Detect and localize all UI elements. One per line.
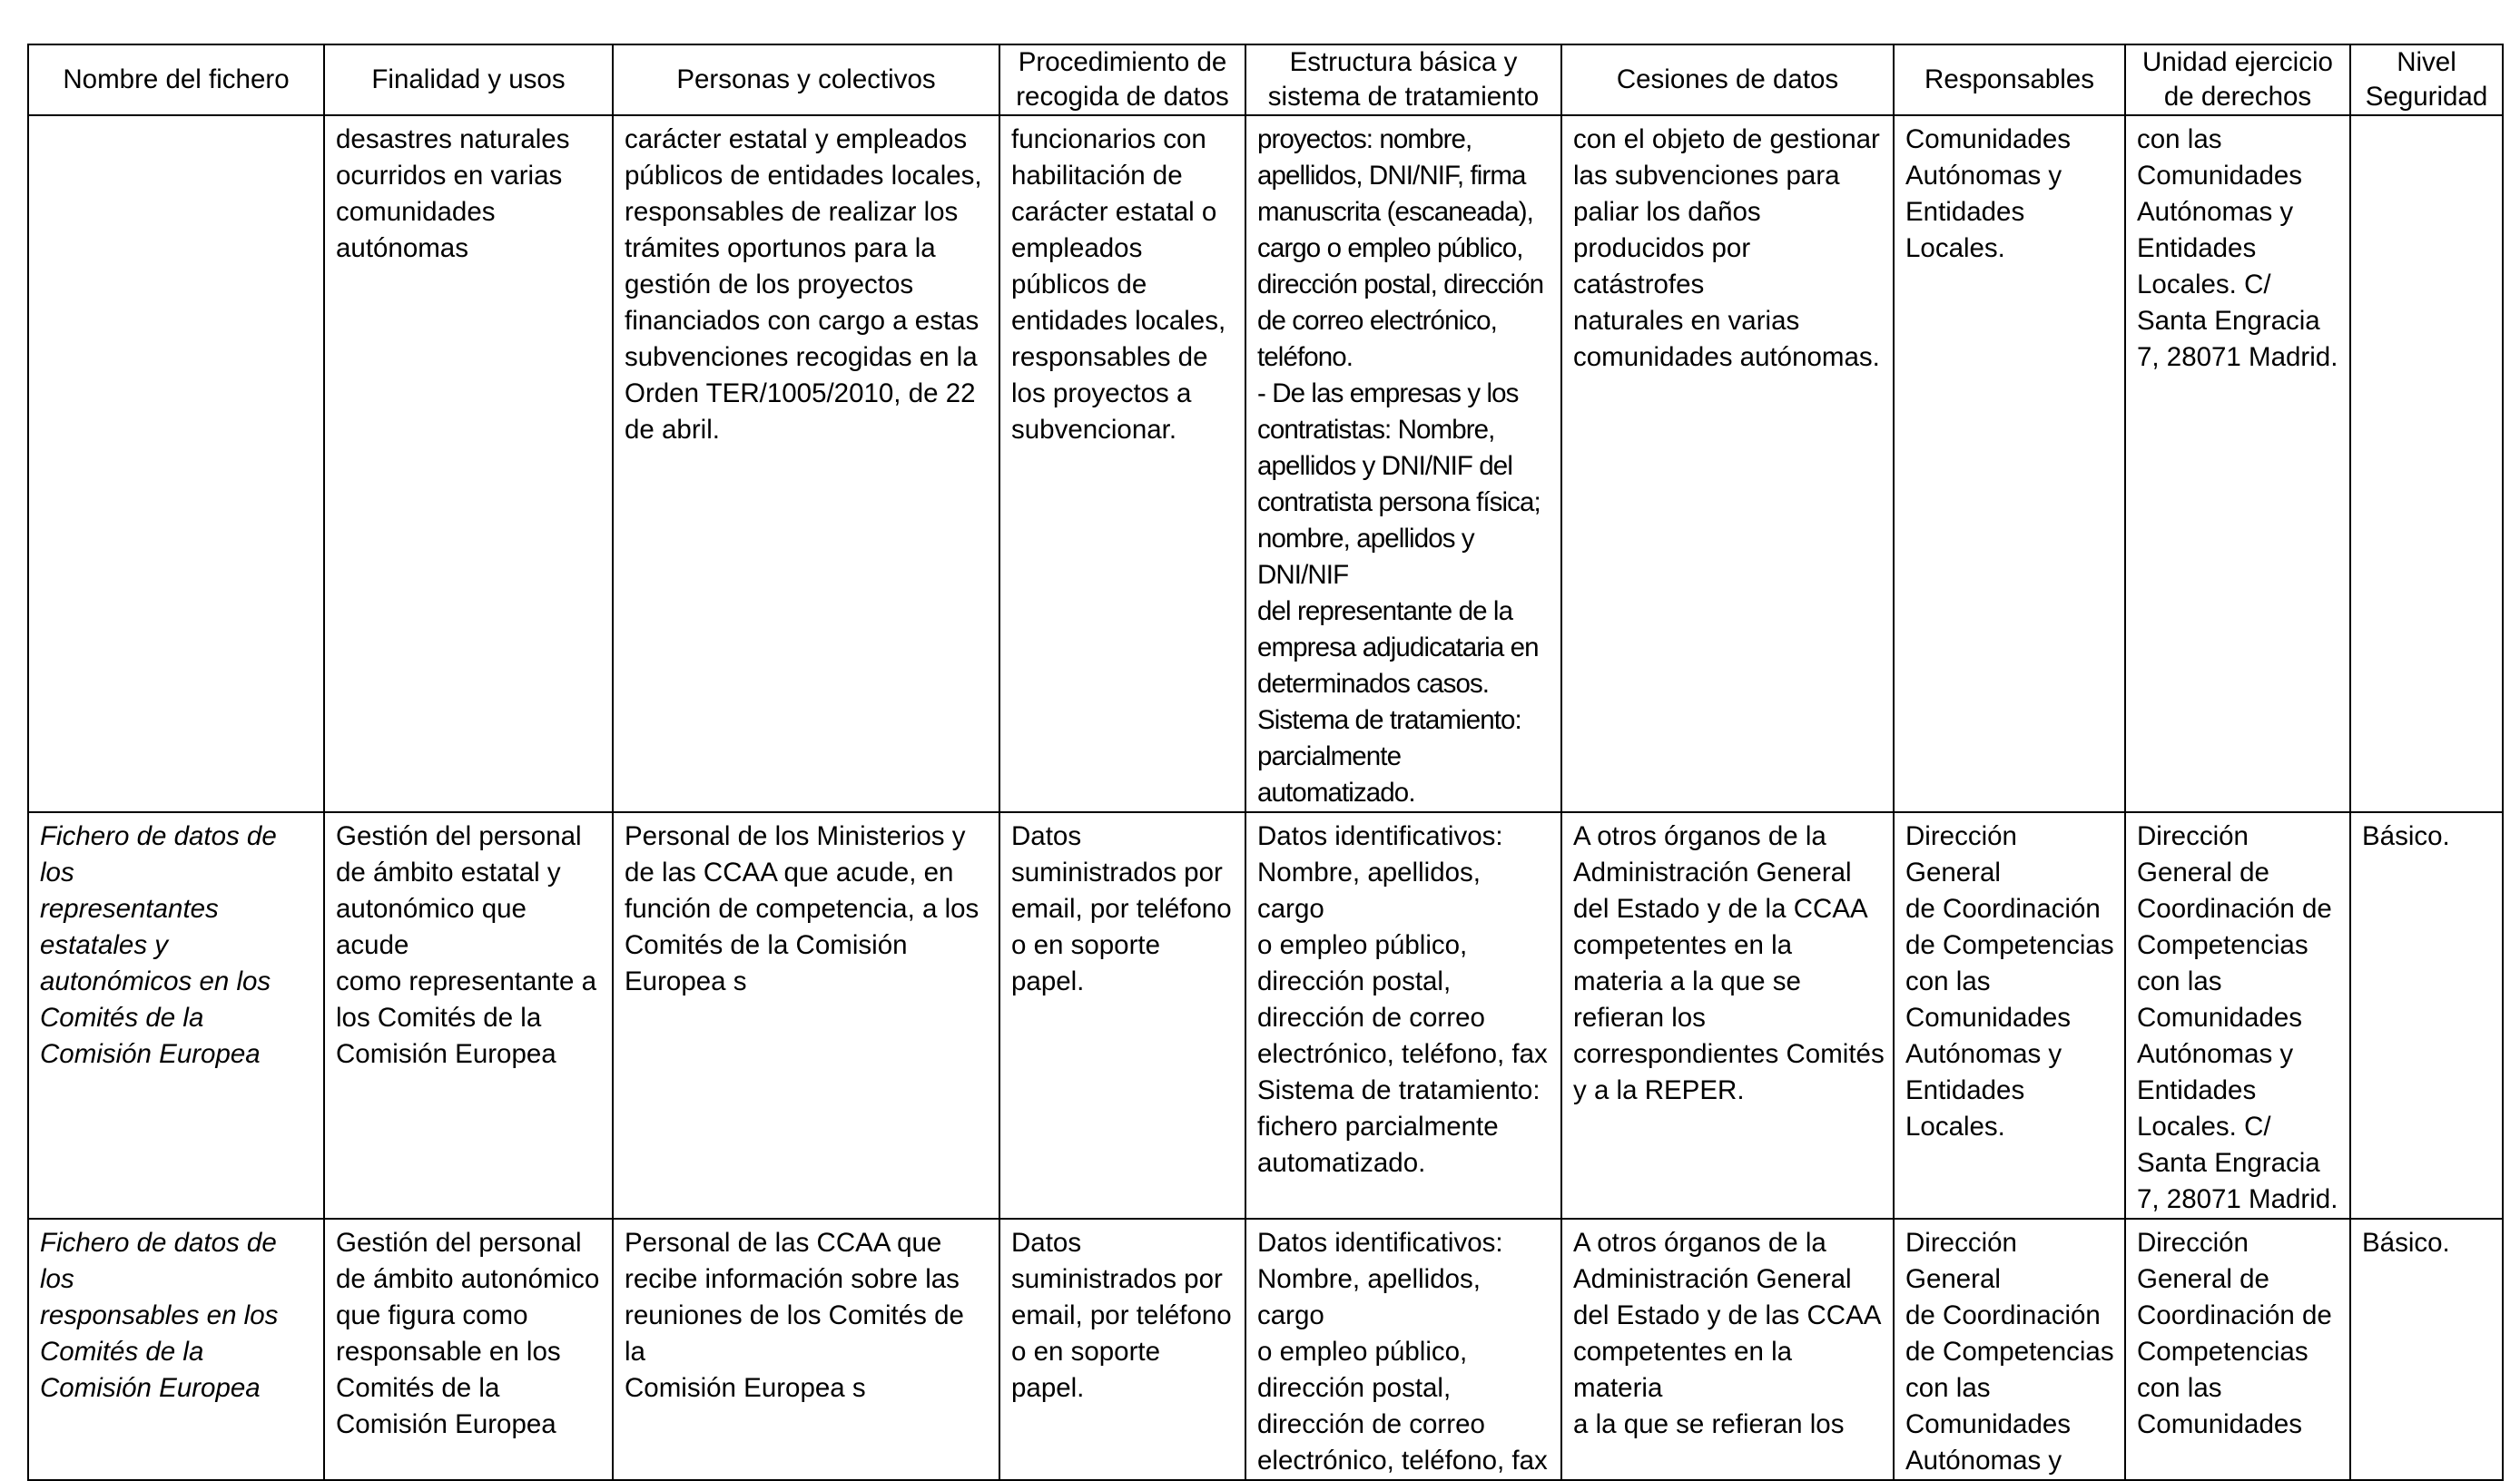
header-finalidad-usos: Finalidad y usos bbox=[324, 44, 613, 115]
cell-nombre bbox=[28, 115, 324, 812]
cell-procedimiento: funcionarios con habilitación de carácter estatal o empleados públicos de entidades locales, responsables de los proyectos a subvencionar. bbox=[999, 115, 1245, 812]
cell-estructura: Datos identificativos: Nombre, apellidos, cargo o empleo público, dirección postal, dirección de correo electrónico, teléfono, fax bbox=[1245, 1219, 1561, 1480]
cell-cesiones: A otros órganos de la Administración General del Estado y de las CCAA competentes en la materia a la que se refieran los bbox=[1561, 1219, 1894, 1480]
table-row bbox=[28, 812, 2503, 1219]
cell-estructura: Datos identificativos: Nombre, apellidos, cargo o empleo público, dirección postal, dirección de correo electrónico, teléfono, fax Sistema de tratamiento: fichero parcialmente automatizado. bbox=[1245, 812, 1561, 1219]
cell-responsables: Dirección General de Coordinación de Competencias con las Comunidades Autónomas y bbox=[1894, 1219, 2125, 1480]
header-nombre-fichero: Nombre del fichero bbox=[28, 44, 324, 115]
header-unidad-ejercicio-derechos: Unidad ejercicio de derechos bbox=[2125, 44, 2350, 115]
cell-personas: carácter estatal y empleados públicos de entidades locales, responsables de realizar los trámites oportunos para la gestión de los proyectos financiados con cargo a estas subvenciones recogidas en la Orden TER/1005/2010, de 22 de abril. bbox=[613, 115, 999, 812]
table-header-row bbox=[28, 44, 2503, 115]
cell-personas: Personal de las CCAA que recibe información sobre las reuniones de los Comités de la Comisión Europea s bbox=[613, 1219, 999, 1480]
cell-estructura: proyectos: nombre, apellidos, DNI/NIF, firma manuscrita (escaneada), cargo o empleo público, dirección postal, dirección de correo electrónico, teléfono. - De las empresas y los contratistas: Nombre, apellidos y DNI/NIF del contratista persona física; nombre, apellidos y DNI/NIF del representante de la empresa adjudicataria en determinados casos. Sistema de tratamiento: parcialmente automatizado. bbox=[1245, 115, 1561, 812]
cell-finalidad: Gestión del personal de ámbito autonómico que figura como responsable en los Comités de la Comisión Europea bbox=[324, 1219, 613, 1480]
cell-nivel bbox=[2350, 115, 2503, 812]
cell-unidad: Dirección General de Coordinación de Competencias con las Comunidades bbox=[2125, 1219, 2350, 1480]
cell-responsables: Comunidades Autónomas y Entidades Locales. bbox=[1894, 115, 2125, 812]
data-files-table bbox=[27, 44, 2504, 1481]
cell-responsables: Dirección General de Coordinación de Competencias con las Comunidades Autónomas y Entidades Locales. bbox=[1894, 812, 2125, 1219]
cell-unidad: Dirección General de Coordinación de Competencias con las Comunidades Autónomas y Entidades Locales. C/ Santa Engracia 7, 28071 Madrid. bbox=[2125, 812, 2350, 1219]
cell-nombre: Fichero de datos de los representantes estatales y autonómicos en los Comités de la Comisión Europea bbox=[28, 812, 324, 1219]
header-nivel-seguridad: Nivel Seguridad bbox=[2350, 44, 2503, 115]
cell-finalidad: Gestión del personal de ámbito estatal y autonómico que acude como representante a los Comités de la Comisión Europea bbox=[324, 812, 613, 1219]
cell-nombre: Fichero de datos de los responsables en los Comités de la Comisión Europea bbox=[28, 1219, 324, 1480]
cell-unidad: con las Comunidades Autónomas y Entidades Locales. C/ Santa Engracia 7, 28071 Madrid. bbox=[2125, 115, 2350, 812]
table-row bbox=[28, 1219, 2503, 1480]
cell-personas: Personal de los Ministerios y de las CCAA que acude, en función de competencia, a los Comités de la Comisión Europea s bbox=[613, 812, 999, 1219]
cell-nivel: Básico. bbox=[2350, 812, 2503, 1219]
header-cesiones-datos: Cesiones de datos bbox=[1561, 44, 1894, 115]
cell-cesiones: con el objeto de gestionar las subvenciones para paliar los daños producidos por catástrofes naturales en varias comunidades autónomas. bbox=[1561, 115, 1894, 812]
table-row bbox=[28, 115, 2503, 812]
cell-finalidad: desastres naturales ocurridos en varias comunidades autónomas bbox=[324, 115, 613, 812]
header-estructura-basica: Estructura básica y sistema de tratamiento bbox=[1245, 44, 1561, 115]
cell-procedimiento: Datos suministrados por email, por teléfono o en soporte papel. bbox=[999, 812, 1245, 1219]
cell-procedimiento: Datos suministrados por email, por teléfono o en soporte papel. bbox=[999, 1219, 1245, 1480]
header-responsables: Responsables bbox=[1894, 44, 2125, 115]
cell-cesiones: A otros órganos de la Administración General del Estado y de la CCAA competentes en la materia a la que se refieran los correspondientes Comités y a la REPER. bbox=[1561, 812, 1894, 1219]
cell-nivel: Básico. bbox=[2350, 1219, 2503, 1480]
header-procedimiento-recogida: Procedimiento de recogida de datos bbox=[999, 44, 1245, 115]
header-personas-colectivos: Personas y colectivos bbox=[613, 44, 999, 115]
